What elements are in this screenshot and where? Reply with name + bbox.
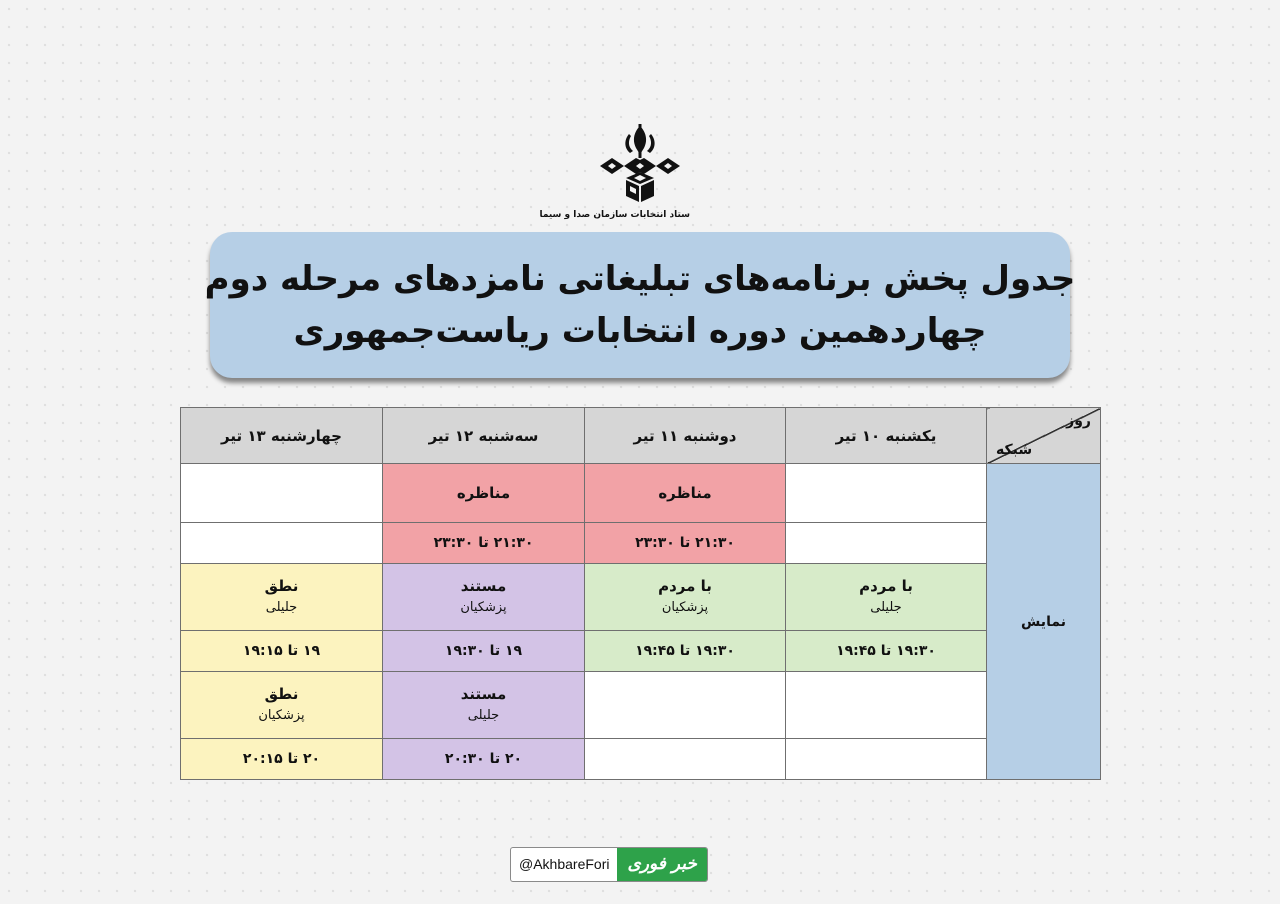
title-line-2: چهاردهمین دوره انتخابات ریاست‌جمهوری [293, 311, 987, 351]
time-cell [383, 739, 585, 780]
program-title: با مردم [658, 577, 712, 596]
slot2-title-row [181, 563, 1101, 630]
irib-election-logo [539, 122, 690, 226]
corner-channel-label: شبکه [996, 442, 1033, 459]
program-cell-wednesday [181, 563, 383, 630]
empty-cell [786, 464, 987, 523]
program-cell-tuesday [383, 671, 585, 738]
program-time: ۲۰ تا ۲۰:۱۵ [242, 751, 321, 768]
debate-cell-tuesday [383, 464, 585, 523]
time-cell [181, 631, 383, 672]
source-handle[interactable]: @AkhbareFori [519, 856, 610, 872]
program-candidate: پزشکیان [661, 600, 709, 616]
time-cell [383, 523, 585, 564]
program-time: ۲۱:۳۰ تا ۲۳:۳۰ [433, 535, 534, 552]
title-banner [204, 232, 1076, 378]
slot3-title-row [181, 671, 1101, 738]
time-cell [786, 631, 987, 672]
corner-day-label: روز [1066, 413, 1091, 429]
empty-cell [181, 464, 383, 523]
channel-cell [987, 464, 1101, 780]
program-title: نطق [264, 577, 299, 596]
empty-cell [786, 671, 987, 738]
empty-cell [786, 739, 987, 780]
logo-caption: ستاد انتخابات سازمان صدا و سیما [539, 210, 690, 220]
program-candidate: جلیلی [870, 600, 902, 616]
program-time: ۱۹ تا ۱۹:۱۵ [242, 643, 321, 660]
time-cell [585, 631, 786, 672]
header-row [181, 408, 1101, 464]
debate-cell-monday [585, 464, 786, 523]
time-cell [181, 739, 383, 780]
broadcast-schedule-table [180, 407, 1101, 780]
empty-cell [181, 523, 383, 564]
program-title: با مردم [859, 577, 913, 596]
program-candidate: پزشکیان [460, 600, 507, 616]
day-header-tuesday: سه‌شنبه ۱۲ تیر [383, 408, 585, 464]
slot1-title-row [181, 464, 1101, 523]
slot2-time-row [181, 631, 1101, 672]
source-badge [510, 847, 708, 882]
day-header-wednesday: چهارشنبه ۱۳ تیر [181, 408, 383, 464]
program-title: مستند [460, 685, 507, 704]
empty-cell [585, 739, 786, 780]
iran-emblem-ballot-icon [590, 122, 690, 208]
slot1-time-row [181, 523, 1101, 564]
program-cell-sunday [786, 563, 987, 630]
time-cell [585, 523, 786, 564]
corner-header-cell [987, 408, 1101, 464]
program-candidate: پزشکیان [258, 708, 305, 724]
program-cell-monday [585, 563, 786, 630]
empty-cell [585, 671, 786, 738]
program-title: مناظره [456, 484, 511, 503]
empty-cell [786, 523, 987, 564]
program-time: ۱۹ تا ۱۹:۳۰ [444, 643, 523, 660]
program-title: نطق [264, 685, 299, 704]
program-time: ۲۰ تا ۲۰:۳۰ [444, 751, 523, 768]
program-time: ۲۱:۳۰ تا ۲۳:۳۰ [635, 535, 735, 552]
day-header-sunday: یکشنبه ۱۰ تیر [786, 408, 987, 464]
channel-label: نمایش [1021, 613, 1066, 630]
title-line-1: جدول پخش برنامه‌های تبلیغاتی نامزدهای مرحله دوم [204, 259, 1076, 299]
day-header-monday: دوشنبه ۱۱ تیر [585, 408, 786, 464]
program-time: ۱۹:۳۰ تا ۱۹:۴۵ [635, 643, 735, 660]
slot3-time-row [181, 739, 1101, 780]
program-candidate: جلیلی [265, 600, 298, 616]
program-candidate: جلیلی [467, 708, 500, 724]
brand-logo: خبر فوری [617, 848, 706, 881]
program-title: مناظره [658, 484, 712, 503]
program-time: ۱۹:۳۰ تا ۱۹:۴۵ [836, 643, 936, 660]
time-cell [383, 631, 585, 672]
program-cell-tuesday [383, 563, 585, 630]
program-title: مستند [460, 577, 507, 596]
program-cell-wednesday [181, 671, 383, 738]
